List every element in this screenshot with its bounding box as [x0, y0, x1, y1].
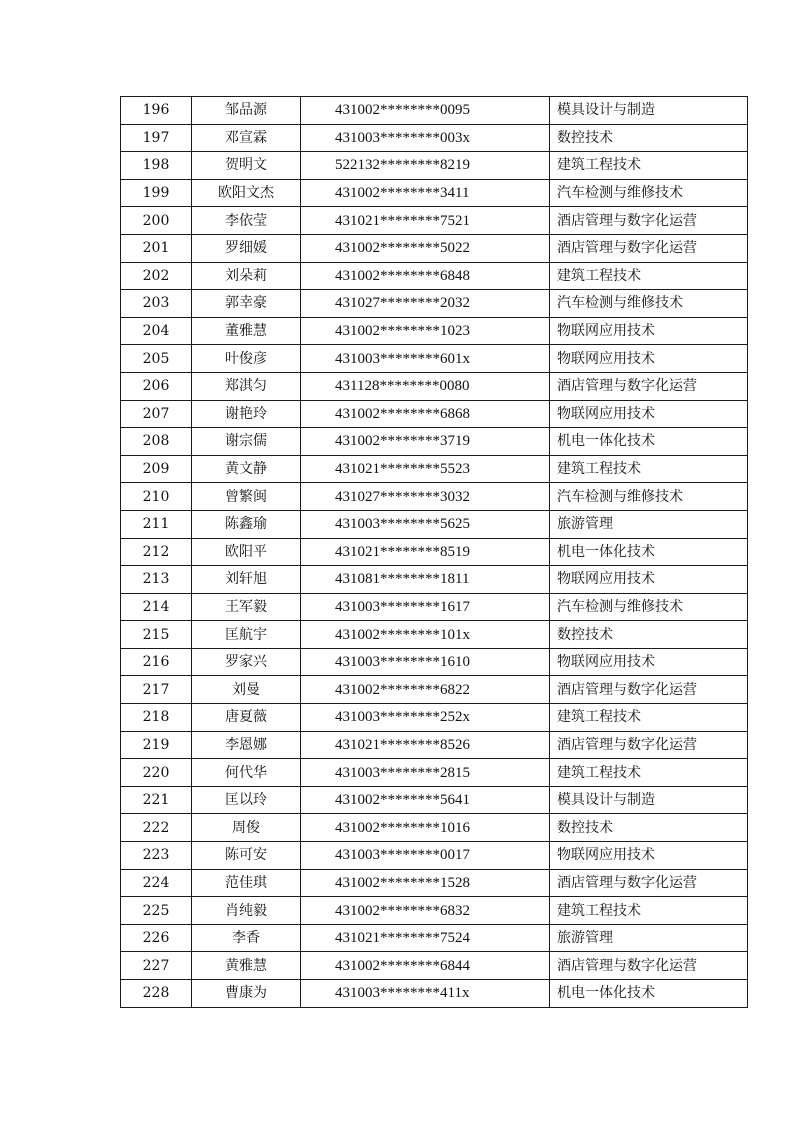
table-row [121, 952, 748, 980]
id-number: 431002********6868 [301, 400, 550, 428]
row-number: 221 [121, 786, 192, 814]
table-row [121, 428, 748, 456]
id-number: 431002********3411 [301, 179, 550, 207]
row-number: 218 [121, 704, 192, 732]
id-number: 431027********2032 [301, 290, 550, 318]
student-name: 陈可安 [192, 842, 301, 870]
student-name: 匡以玲 [192, 786, 301, 814]
row-number: 204 [121, 317, 192, 345]
id-number: 431003********1617 [301, 593, 550, 621]
student-name: 肖纯毅 [192, 897, 301, 925]
major-name: 建筑工程技术 [550, 704, 748, 732]
table-row [121, 842, 748, 870]
row-number: 223 [121, 842, 192, 870]
row-number: 203 [121, 290, 192, 318]
student-name: 李恩娜 [192, 731, 301, 759]
row-number: 202 [121, 262, 192, 290]
student-name: 刘轩旭 [192, 566, 301, 594]
major-name: 物联网应用技术 [550, 566, 748, 594]
student-name: 郭幸豪 [192, 290, 301, 318]
student-name: 曹康为 [192, 980, 301, 1008]
table-row [121, 179, 748, 207]
row-number: 222 [121, 814, 192, 842]
table-row [121, 924, 748, 952]
major-name: 物联网应用技术 [550, 400, 748, 428]
table-row [121, 814, 748, 842]
student-name: 贺明文 [192, 152, 301, 180]
student-name: 董雅慧 [192, 317, 301, 345]
major-name: 机电一体化技术 [550, 538, 748, 566]
row-number: 206 [121, 372, 192, 400]
table-row [121, 290, 748, 318]
id-number: 431002********1023 [301, 317, 550, 345]
id-number: 431003********0017 [301, 842, 550, 870]
student-name: 罗家兴 [192, 648, 301, 676]
id-number: 431002********1528 [301, 869, 550, 897]
major-name: 物联网应用技术 [550, 842, 748, 870]
major-name: 汽车检测与维修技术 [550, 290, 748, 318]
id-number: 522132********8219 [301, 152, 550, 180]
id-number: 431027********3032 [301, 483, 550, 511]
student-name: 黄雅慧 [192, 952, 301, 980]
row-number: 225 [121, 897, 192, 925]
student-name: 邓宣霖 [192, 124, 301, 152]
row-number: 213 [121, 566, 192, 594]
row-number: 212 [121, 538, 192, 566]
id-number: 431003********003x [301, 124, 550, 152]
row-number: 226 [121, 924, 192, 952]
major-name: 机电一体化技术 [550, 428, 748, 456]
major-name: 物联网应用技术 [550, 345, 748, 373]
row-number: 208 [121, 428, 192, 456]
major-name: 数控技术 [550, 124, 748, 152]
student-name: 王军毅 [192, 593, 301, 621]
major-name: 数控技术 [550, 621, 748, 649]
id-number: 431002********6844 [301, 952, 550, 980]
row-number: 214 [121, 593, 192, 621]
id-number: 431021********7524 [301, 924, 550, 952]
table-row [121, 152, 748, 180]
row-number: 197 [121, 124, 192, 152]
student-name: 叶俊彦 [192, 345, 301, 373]
table-row [121, 510, 748, 538]
row-number: 198 [121, 152, 192, 180]
table-row [121, 400, 748, 428]
student-name: 曾繁闽 [192, 483, 301, 511]
id-number: 431002********1016 [301, 814, 550, 842]
row-number: 201 [121, 234, 192, 262]
table-row [121, 731, 748, 759]
id-number: 431128********0080 [301, 372, 550, 400]
id-number: 431002********0095 [301, 97, 550, 125]
student-name: 陈鑫瑜 [192, 510, 301, 538]
roster-table [120, 96, 748, 1008]
student-name: 李依莹 [192, 207, 301, 235]
student-name: 谢艳玲 [192, 400, 301, 428]
major-name: 建筑工程技术 [550, 262, 748, 290]
major-name: 旅游管理 [550, 510, 748, 538]
student-name: 范佳琪 [192, 869, 301, 897]
table-row [121, 676, 748, 704]
id-number: 431003********252x [301, 704, 550, 732]
table-row [121, 455, 748, 483]
row-number: 227 [121, 952, 192, 980]
major-name: 物联网应用技术 [550, 648, 748, 676]
row-number: 205 [121, 345, 192, 373]
table-row [121, 372, 748, 400]
id-number: 431002********6832 [301, 897, 550, 925]
row-number: 216 [121, 648, 192, 676]
row-number: 210 [121, 483, 192, 511]
id-number: 431021********7521 [301, 207, 550, 235]
row-number: 228 [121, 980, 192, 1008]
major-name: 模具设计与制造 [550, 786, 748, 814]
id-number: 431021********8526 [301, 731, 550, 759]
row-number: 196 [121, 97, 192, 125]
id-number: 431002********5641 [301, 786, 550, 814]
student-name: 欧阳平 [192, 538, 301, 566]
roster-body [121, 97, 748, 1008]
major-name: 酒店管理与数字化运营 [550, 952, 748, 980]
id-number: 431021********5523 [301, 455, 550, 483]
major-name: 建筑工程技术 [550, 455, 748, 483]
table-row [121, 345, 748, 373]
id-number: 431003********1610 [301, 648, 550, 676]
major-name: 物联网应用技术 [550, 317, 748, 345]
student-name: 罗细媛 [192, 234, 301, 262]
student-name: 匡航宇 [192, 621, 301, 649]
table-row [121, 980, 748, 1008]
major-name: 建筑工程技术 [550, 897, 748, 925]
major-name: 建筑工程技术 [550, 759, 748, 787]
major-name: 汽车检测与维修技术 [550, 483, 748, 511]
table-row [121, 317, 748, 345]
id-number: 431003********2815 [301, 759, 550, 787]
row-number: 220 [121, 759, 192, 787]
row-number: 211 [121, 510, 192, 538]
student-name: 欧阳文杰 [192, 179, 301, 207]
student-name: 郑淇匀 [192, 372, 301, 400]
table-row [121, 566, 748, 594]
table-row [121, 648, 748, 676]
table-row [121, 621, 748, 649]
student-name: 唐夏薇 [192, 704, 301, 732]
table-row [121, 234, 748, 262]
row-number: 199 [121, 179, 192, 207]
student-name: 周俊 [192, 814, 301, 842]
student-name: 邹品源 [192, 97, 301, 125]
id-number: 431002********6822 [301, 676, 550, 704]
table-row [121, 759, 748, 787]
major-name: 酒店管理与数字化运营 [550, 207, 748, 235]
student-name: 刘曼 [192, 676, 301, 704]
student-name: 何代华 [192, 759, 301, 787]
major-name: 模具设计与制造 [550, 97, 748, 125]
major-name: 酒店管理与数字化运营 [550, 676, 748, 704]
id-number: 431003********601x [301, 345, 550, 373]
id-number: 431002********101x [301, 621, 550, 649]
table-row [121, 97, 748, 125]
major-name: 汽车检测与维修技术 [550, 179, 748, 207]
table-row [121, 593, 748, 621]
major-name: 酒店管理与数字化运营 [550, 869, 748, 897]
id-number: 431003********411x [301, 980, 550, 1008]
id-number: 431002********6848 [301, 262, 550, 290]
table-row [121, 786, 748, 814]
id-number: 431081********1811 [301, 566, 550, 594]
row-number: 200 [121, 207, 192, 235]
major-name: 旅游管理 [550, 924, 748, 952]
row-number: 215 [121, 621, 192, 649]
student-name: 谢宗儒 [192, 428, 301, 456]
major-name: 酒店管理与数字化运营 [550, 731, 748, 759]
table-row [121, 262, 748, 290]
major-name: 建筑工程技术 [550, 152, 748, 180]
student-name: 黄文静 [192, 455, 301, 483]
row-number: 217 [121, 676, 192, 704]
table-row [121, 704, 748, 732]
row-number: 224 [121, 869, 192, 897]
id-number: 431002********3719 [301, 428, 550, 456]
table-row [121, 869, 748, 897]
major-name: 酒店管理与数字化运营 [550, 234, 748, 262]
row-number: 209 [121, 455, 192, 483]
table-row [121, 483, 748, 511]
id-number: 431003********5625 [301, 510, 550, 538]
major-name: 机电一体化技术 [550, 980, 748, 1008]
table-row [121, 538, 748, 566]
major-name: 汽车检测与维修技术 [550, 593, 748, 621]
major-name: 酒店管理与数字化运营 [550, 372, 748, 400]
student-name: 刘朵莉 [192, 262, 301, 290]
id-number: 431002********5022 [301, 234, 550, 262]
table-row [121, 897, 748, 925]
row-number: 207 [121, 400, 192, 428]
major-name: 数控技术 [550, 814, 748, 842]
row-number: 219 [121, 731, 192, 759]
student-name: 李香 [192, 924, 301, 952]
table-row [121, 207, 748, 235]
id-number: 431021********8519 [301, 538, 550, 566]
table-row [121, 124, 748, 152]
